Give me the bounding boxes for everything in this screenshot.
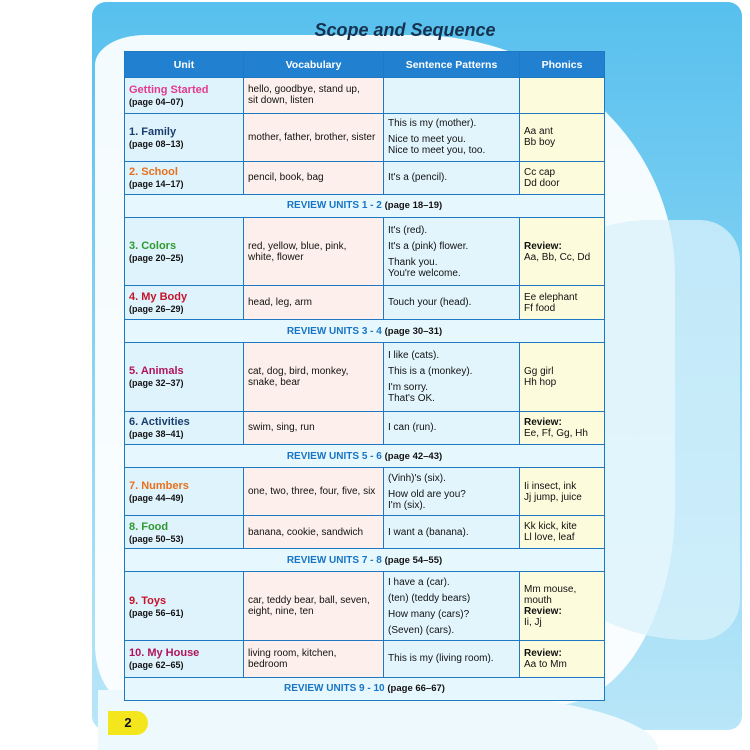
unit-name: 8. Food <box>129 520 169 533</box>
unit-row <box>125 411 605 445</box>
review-row <box>125 194 605 217</box>
vocabulary-cell <box>244 113 384 161</box>
review-pages: (page 18–19) <box>384 200 443 212</box>
unit-pages: (page 56–61) <box>129 607 184 618</box>
unit-row <box>125 286 605 320</box>
phonics-line: Ii, Jj <box>524 617 542 629</box>
review-row <box>125 319 605 342</box>
vocabulary-line: red, yellow, blue, pink, <box>248 240 347 252</box>
sentence-pattern-line: You're welcome. <box>388 267 461 279</box>
vocabulary-line: sit down, listen <box>248 95 314 107</box>
phonics-cell <box>520 343 605 411</box>
phonics-cell <box>520 515 605 549</box>
review-label: REVIEW UNITS 5 - 6 <box>286 450 382 462</box>
unit-row <box>125 468 605 515</box>
vocabulary-cell <box>244 468 384 515</box>
phonics-line: Mm mouse, <box>524 584 577 596</box>
review-cell <box>125 677 605 700</box>
unit-name: 1. Family <box>129 125 177 138</box>
sentence-pattern-line: I can (run). <box>388 422 437 434</box>
vocabulary-line: swim, sing, run <box>248 422 315 434</box>
sentence-patterns-cell <box>384 113 520 161</box>
sentence-pattern-line: That's OK. <box>388 392 435 404</box>
sentence-pattern-line: I like (cats). <box>388 349 440 361</box>
phonics-line: Jj jump, juice <box>524 491 582 503</box>
phonics-review-label: Review: <box>524 240 562 252</box>
review-row <box>125 677 605 700</box>
sentence-pattern-line: I want a (banana). <box>388 526 469 538</box>
unit-cell <box>125 411 244 445</box>
unit-cell <box>125 78 244 114</box>
unit-name: 3. Colors <box>129 240 177 253</box>
sentence-patterns-cell <box>384 286 520 320</box>
header-vocabulary: Vocabulary <box>244 52 384 78</box>
sentence-pattern-line: Nice to meet you, too. <box>388 145 486 157</box>
phonics-cell <box>520 78 605 114</box>
unit-name: 9. Toys <box>129 594 167 607</box>
sentence-patterns-cell <box>384 640 520 677</box>
sentence-pattern-line: How many (cars)? <box>388 608 470 620</box>
unit-pages: (page 14–17) <box>129 179 184 190</box>
vocabulary-cell <box>244 640 384 677</box>
unit-name: 2. School <box>129 166 178 179</box>
vocabulary-cell <box>244 515 384 549</box>
vocabulary-cell <box>244 162 384 195</box>
unit-name: 6. Activities <box>129 416 190 429</box>
phonics-review-label: Review: <box>524 647 562 659</box>
vocabulary-line: snake, bear <box>248 376 301 388</box>
sentence-patterns-cell <box>384 217 520 285</box>
review-cell <box>125 319 605 342</box>
phonics-line: mouth <box>524 595 552 607</box>
phonics-line: Ll love, leaf <box>524 532 575 543</box>
unit-name: 5. Animals <box>129 365 184 378</box>
sentence-pattern-line: Touch your (head). <box>388 297 472 309</box>
review-cell <box>125 549 605 572</box>
phonics-line: Aa to Mm <box>524 658 567 670</box>
phonics-cell <box>520 572 605 640</box>
sentence-pattern-line: (ten) (teddy bears) <box>388 592 471 604</box>
unit-pages: (page 26–29) <box>129 304 184 315</box>
vocabulary-cell <box>244 343 384 411</box>
header-unit: Unit <box>125 52 244 78</box>
vocabulary-cell <box>244 286 384 320</box>
sentence-patterns-cell <box>384 468 520 515</box>
vocabulary-cell <box>244 217 384 285</box>
unit-pages: (page 08–13) <box>129 138 184 149</box>
vocabulary-line: head, leg, arm <box>248 297 312 309</box>
phonics-cell <box>520 217 605 285</box>
review-pages: (page 66–67) <box>387 683 445 695</box>
phonics-line: Ee, Ff, Gg, Hh <box>524 427 588 439</box>
vocabulary-line: car, teddy bear, ball, seven, <box>248 595 370 607</box>
vocabulary-cell <box>244 78 384 114</box>
sentence-patterns-cell <box>384 515 520 549</box>
unit-cell <box>125 162 244 195</box>
phonics-line: Aa, Bb, Cc, Dd <box>524 251 591 263</box>
unit-row <box>125 515 605 549</box>
unit-cell <box>125 343 244 411</box>
sentence-patterns-cell <box>384 411 520 445</box>
vocabulary-line: one, two, three, four, five, six <box>248 486 376 497</box>
unit-pages: (page 32–37) <box>129 378 184 389</box>
header-phonics: Phonics <box>520 52 605 78</box>
sentence-pattern-line: This is my (mother). <box>388 118 477 130</box>
sentence-pattern-line: This is a (monkey). <box>388 365 473 377</box>
vocabulary-line: eight, nine, ten <box>248 606 314 618</box>
unit-cell <box>125 286 244 320</box>
sentence-pattern-line: This is my (living room). <box>388 653 494 665</box>
sentence-pattern-line: Nice to meet you. <box>388 134 466 146</box>
phonics-line: Aa ant <box>524 126 553 138</box>
review-pages: (page 30–31) <box>384 325 443 337</box>
unit-pages: (page 04–07) <box>129 96 184 107</box>
sentence-patterns-cell <box>384 343 520 411</box>
review-label: REVIEW UNITS 9 - 10 <box>284 683 385 695</box>
phonics-cell <box>520 640 605 677</box>
phonics-review-label: Review: <box>524 606 562 618</box>
sentence-patterns-cell <box>384 78 520 114</box>
phonics-line: Ii insect, ink <box>524 480 577 492</box>
unit-name: Getting Started <box>129 83 209 96</box>
vocabulary-line: banana, cookie, sandwich <box>248 526 364 538</box>
phonics-line: Cc cap <box>524 166 556 178</box>
sentence-pattern-line: It's a (pencil). <box>388 172 448 184</box>
vocabulary-line: pencil, book, bag <box>248 172 324 184</box>
phonics-cell <box>520 286 605 320</box>
page-title: Scope and Sequence <box>314 20 496 40</box>
unit-cell <box>125 217 244 285</box>
unit-pages: (page 50–53) <box>129 533 184 544</box>
sentence-patterns-cell <box>384 162 520 195</box>
unit-name: 4. My Body <box>129 291 188 304</box>
review-row <box>125 445 605 468</box>
sentence-pattern-line: Thank you. <box>388 256 438 268</box>
unit-cell <box>125 572 244 640</box>
phonics-line: Bb boy <box>524 137 556 149</box>
unit-cell <box>125 515 244 549</box>
phonics-cell <box>520 113 605 161</box>
review-pages: (page 54–55) <box>384 554 443 566</box>
unit-row <box>125 113 605 161</box>
sentence-pattern-line: It's a (pink) flower. <box>388 240 469 252</box>
unit-row <box>125 343 605 411</box>
sentence-pattern-line: I'm (six). <box>388 499 426 511</box>
table-header-row <box>125 52 605 78</box>
sentence-pattern-line: (Vinh)'s (six). <box>388 472 446 484</box>
review-label: REVIEW UNITS 7 - 8 <box>286 554 382 566</box>
unit-row <box>125 572 605 640</box>
review-row <box>125 549 605 572</box>
vocabulary-line: hello, goodbye, stand up, <box>248 84 360 96</box>
unit-pages: (page 38–41) <box>129 429 184 440</box>
sentence-pattern-line: I have a (car). <box>388 576 450 588</box>
sentence-pattern-line: (Seven) (cars). <box>388 624 455 636</box>
unit-cell <box>125 640 244 677</box>
phonics-review-label: Review: <box>524 416 562 428</box>
phonics-cell <box>520 411 605 445</box>
unit-cell <box>125 113 244 161</box>
sentence-pattern-line: It's (red). <box>388 224 428 236</box>
review-cell <box>125 194 605 217</box>
review-pages: (page 42–43) <box>384 450 443 462</box>
sentence-patterns-cell <box>384 572 520 640</box>
phonics-line: Ee elephant <box>524 291 578 303</box>
vocabulary-line: white, flower <box>248 251 304 263</box>
unit-row <box>125 162 605 195</box>
unit-row <box>125 217 605 285</box>
unit-name: 10. My House <box>129 647 200 660</box>
sentence-pattern-line: How old are you? <box>388 488 466 500</box>
vocabulary-cell <box>244 411 384 445</box>
unit-pages: (page 62–65) <box>129 660 184 671</box>
phonics-cell <box>520 162 605 195</box>
vocabulary-line: cat, dog, bird, monkey, <box>248 365 349 377</box>
review-cell <box>125 445 605 468</box>
unit-pages: (page 20–25) <box>129 253 184 264</box>
scope-sequence-table <box>124 51 605 701</box>
phonics-line: Ff food <box>524 302 556 314</box>
phonics-line: Kk kick, kite <box>524 521 577 532</box>
unit-row <box>125 78 605 114</box>
review-label: REVIEW UNITS 3 - 4 <box>286 325 382 337</box>
unit-cell <box>125 468 244 515</box>
phonics-cell <box>520 468 605 515</box>
unit-name: 7. Numbers <box>129 480 189 492</box>
unit-row <box>125 640 605 677</box>
unit-pages: (page 44–49) <box>129 493 184 503</box>
vocabulary-cell <box>244 572 384 640</box>
phonics-line: Gg girl <box>524 365 554 377</box>
header-sentence-patterns: Sentence Patterns <box>384 52 520 78</box>
page-number: 2 <box>108 711 148 735</box>
vocabulary-line: living room, kitchen, <box>248 647 337 659</box>
sentence-pattern-line: I'm sorry. <box>388 381 429 393</box>
review-label: REVIEW UNITS 1 - 2 <box>286 200 382 212</box>
phonics-line: Hh hop <box>524 376 557 388</box>
phonics-line: Dd door <box>524 177 560 189</box>
vocabulary-line: mother, father, brother, sister <box>248 131 376 143</box>
vocabulary-line: bedroom <box>248 658 288 670</box>
